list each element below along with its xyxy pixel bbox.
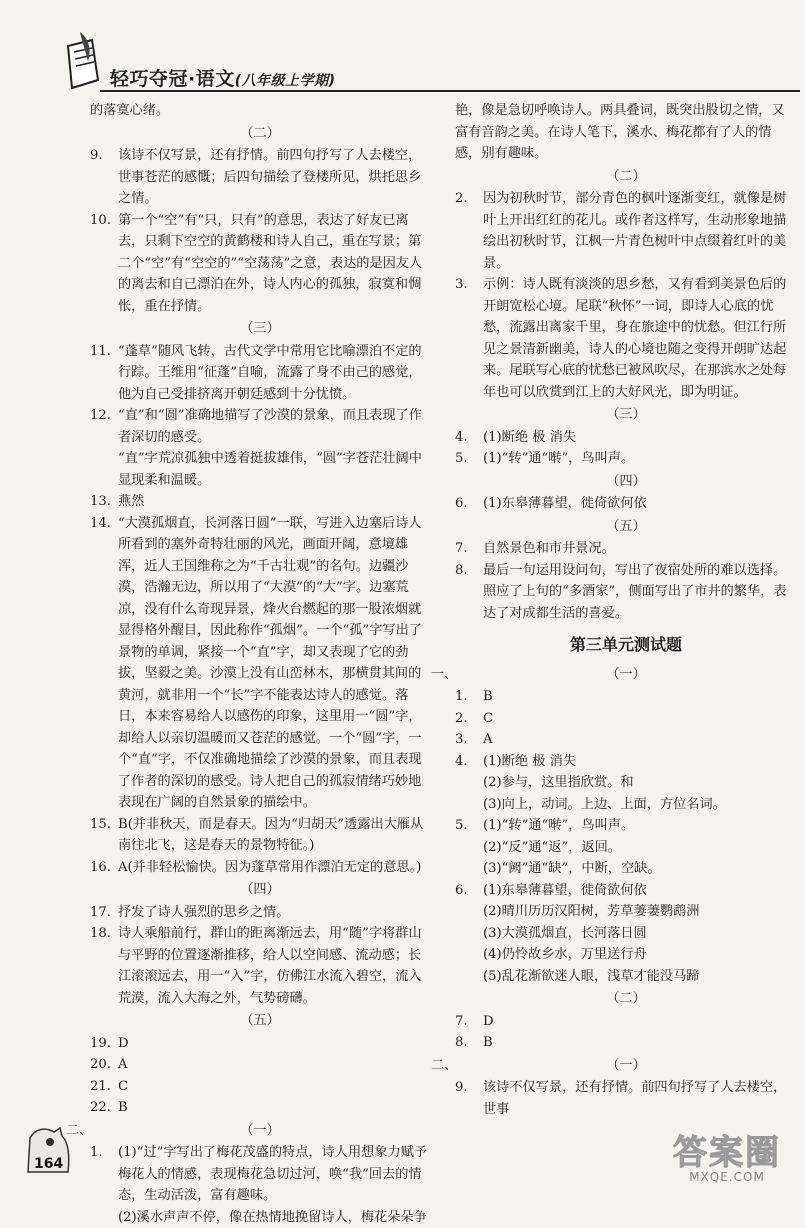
answer-item (90, 1054, 430, 1076)
continued-text: 艳，像是急切呼唤诗人。两具叠词，既突出股切之情，又富有音韵之美。在诗人笔下，溪水、梅花都有了人的情感，别有趣味。 (455, 100, 797, 165)
answer-text: 抒发了诗人强烈的思乡之情。 (118, 905, 289, 920)
answer-number: 20. (90, 1054, 111, 1076)
answer-number: 8. (455, 560, 468, 582)
answer-item (455, 1032, 797, 1054)
answer-text: 因为初秋时节，部分青色的枫叶逐渐变红，就像是树叶上开出红红的花儿。或作者这样写，生动形象地描绘出初秋时节，江枫一片青色树叶中点缀着红叶的美景。 (483, 191, 786, 271)
watermark-main: 答案圈 (652, 1125, 802, 1174)
section-heading: （三） (90, 318, 430, 340)
answer-item (455, 188, 797, 274)
answer-number: 13. (90, 491, 111, 513)
answer-line: (2)参与，这里指欣赏。和 (455, 772, 797, 794)
part-heading (90, 1120, 430, 1142)
answer-item (455, 686, 797, 708)
watermark-url: MXQE.COM (652, 1170, 802, 1184)
answer-item (455, 1011, 797, 1033)
left-column (90, 100, 430, 1228)
answer-item (90, 1142, 430, 1207)
part-label: 二、 (66, 1120, 92, 1142)
answer-number: 11. (90, 341, 111, 363)
answer-text: A(并非轻松愉快。因为蓬草常用作漂泊无定的意思。) (118, 860, 421, 875)
answer-number: 15. (90, 814, 111, 836)
answer-text: “直”和“圆”准确地描写了沙漠的景象，而且表现了作者深切的感受。 (118, 408, 422, 445)
answer-item (455, 1077, 797, 1120)
answer-item (90, 491, 430, 513)
section-heading: （三） (455, 404, 797, 426)
section-heading: （四） (90, 879, 430, 901)
answer-text: 燕然 (118, 494, 144, 509)
answer-number: 10. (90, 210, 111, 232)
watermark-logo (652, 1125, 802, 1197)
answer-number: 2. (455, 188, 468, 210)
brand-title: 轻巧夺冠·语文(八年级上学期) (110, 64, 336, 91)
answer-item (90, 1097, 430, 1119)
answer-text: 第一个“空”有“只，只有”的意思，表达了好友已离去，只剩下空空的黄鹤楼和诗人自己，重在写景；第二个“空”有“空空的”“空荡荡”之意，表达的是因友人的离去和自己漂泊在外，诗人内心的孤独，寂寞和惆怅，重在抒情。 (118, 213, 422, 314)
answer-item (455, 751, 797, 773)
part-label: 一、 (431, 664, 457, 686)
answer-number: 18. (90, 923, 111, 945)
answer-text: (1)断绝 极 消失 (483, 754, 576, 769)
answer-choice: B (483, 1035, 493, 1050)
answer-number: 17. (90, 902, 111, 924)
answer-text: (1)“转”通“啭”，鸟叫声。 (483, 451, 634, 466)
answer-number: 4. (455, 751, 468, 773)
answer-line: (3)“阙”通“缺”，中断，空缺。 (455, 858, 797, 880)
answer-continuation: “直”字荒凉孤独中透着挺拔雄伟，“圆”字苍茫壮阔中显现柔和温暖。 (90, 448, 430, 491)
answer-item (90, 513, 430, 814)
answer-item (455, 493, 797, 515)
part-label: 二、 (431, 1055, 457, 1077)
answer-item (90, 341, 430, 406)
answer-line: (2)晴川历历汉阳树，芳草萋萋鹦鹉洲 (455, 901, 797, 923)
answer-choice: B (483, 689, 493, 704)
answer-text: 示例：诗人既有淡淡的思乡愁，又有看到美景色后的开朗宽松心境。尾联“秋怀”一词，即诗人心底的忧愁，流露出离家千里，身在旅途中的忧愁。但江行所见之景清新幽美，诗人的心境也随之变得开朗旷达起来。尾联写心底的忧愁已被风吹尽，在那滨水之处每年也可以欣赏到江上的大好风光，即为明证。 (483, 277, 786, 400)
book-quill-icon (58, 28, 118, 92)
answer-item (455, 815, 797, 837)
answer-item (90, 405, 430, 448)
intro-text: 的落寞心绪。 (90, 100, 430, 122)
answer-item (90, 814, 430, 857)
answer-item (90, 923, 430, 1009)
answer-number: 5. (455, 815, 468, 837)
answer-text: “大漠孤烟直，长河落日圆”一联，写进入边塞后诗人所看到的塞外奇特壮丽的风光，画面开阔，意境雄浑，近人王国维称之为“千古壮观”的名句。边疆沙漠，浩瀚无边，所以用了“大漠”的“大”字。边塞荒凉，没有什么奇现异景，烽火台燃起的那一股浓烟就显得格外醒目，因此称作“孤烟”。一个“孤”字写出了景物的单调，紧接一个“直”字，却又表现了它的劲拔，坚毅之美。沙漠上没有山峦林木，那横贯其间的黄河，就非用一个“长”字不能表达诗人的感觉。落日，本来容易给人以感伤的印象，这里用一“圆”字，却给人以亲切温暖而又苍茫的感觉。一个“圆”字，一个“直”字，不仅准确地描绘了沙漠的景象，而且表现了作者的深切的感受。诗人把自己的孤寂情绪巧妙地表现在广阔的自然景象的描绘中。 (118, 516, 422, 811)
answer-item (90, 1033, 430, 1055)
answer-text: 该诗不仅写景，还有抒情。前四句抒写了人去楼空，世事 (483, 1080, 786, 1117)
answer-number: 7. (455, 538, 468, 560)
answer-item (455, 560, 797, 625)
answer-item (455, 448, 797, 470)
section-heading: （五） (455, 516, 797, 538)
answer-number: 6. (455, 880, 468, 902)
page-header (58, 28, 798, 92)
answer-item (455, 708, 797, 730)
part-heading (455, 1055, 797, 1077)
answer-item (455, 538, 797, 560)
section-heading: （二） (455, 166, 797, 188)
section-heading: （五） (90, 1010, 430, 1032)
page-number: 164 (34, 1156, 63, 1172)
answer-text: (1)东皋薄暮望，徙倚欲何依 (483, 883, 647, 898)
answer-text: (1)东皋薄暮望，徙倚欲何依 (483, 496, 647, 511)
answer-number: 4. (455, 427, 468, 449)
answer-text: (1)断绝 极 消失 (483, 430, 576, 445)
answer-number: 1. (455, 686, 468, 708)
answer-choice: D (118, 1036, 129, 1051)
answer-number: 3. (455, 729, 468, 751)
brand-subtitle: (八年级上学期) (235, 73, 336, 89)
answer-text: (1)“转”通“啭”，鸟叫声。 (483, 818, 634, 833)
answer-text: “蓬草”随风飞转，古代文学中常用它比喻漂泊不定的行踪。王维用“征蓬”自喻，流露了身不由己的感觉，他为自己受排挤离开朝廷感到十分忧愤。 (118, 344, 422, 402)
answer-text: 该诗不仅写景，还有抒情。前四句抒写了人去楼空，世事苍茫的感慨；后四句描绘了登楼所见，烘托思乡之情。 (118, 148, 421, 206)
answer-number: 3. (455, 274, 468, 296)
answer-item (90, 1076, 430, 1098)
answer-number: 8. (455, 1032, 468, 1054)
answer-number: 16. (90, 857, 111, 879)
answer-item (455, 880, 797, 902)
answer-item (90, 210, 430, 318)
answer-number: 22. (90, 1097, 111, 1119)
answer-choice: C (118, 1079, 128, 1094)
part-heading (455, 664, 797, 686)
answer-item (455, 274, 797, 403)
answer-number: 12. (90, 405, 111, 427)
answer-item (455, 729, 797, 751)
answer-choice: A (118, 1057, 128, 1072)
answer-number: 7. (455, 1011, 468, 1033)
answer-number: 6. (455, 493, 468, 515)
answer-number: 19. (90, 1033, 111, 1055)
answer-item (90, 145, 430, 210)
answer-text: B(并非秋天，而是春天。因为“归胡天”透露出大雁从南往北飞，这是春天的景物特征。) (118, 817, 423, 854)
answer-line: (3)大漠孤烟直，长河落日圆 (455, 923, 797, 945)
answer-number: 9. (90, 145, 103, 167)
answer-line: (3)向上，动词。上边、上面，方位名词。 (455, 794, 797, 816)
section-heading: （一） (240, 1123, 280, 1138)
answer-item (455, 427, 797, 449)
answer-line: (5)乱花渐欲迷人眼，浅草才能没马蹄 (455, 966, 797, 988)
page-number-badge (20, 1118, 80, 1178)
answer-line: (4)仍怜故乡水，万里送行舟 (455, 944, 797, 966)
answer-line: (2)“反”通“返”，返回。 (455, 837, 797, 859)
answer-number: 14. (90, 513, 111, 535)
answer-number: 5. (455, 448, 468, 470)
answer-text: (1)“过”字写出了梅花茂盛的特点，诗人用想象力赋予梅花人的情感，表现梅花急切过河，唤“我”回去的情态，生动活泼，富有趣味。 (118, 1145, 427, 1203)
section-heading: （二） (455, 988, 797, 1010)
answer-choice: D (483, 1014, 494, 1029)
answer-number: 21. (90, 1076, 111, 1098)
section-heading: （四） (455, 471, 797, 493)
answer-text: 诗人乘船前行，群山的距离渐远去，用“随”字将群山与平野的位置逐渐推移，给人以空间感、流动感；长江滚滚远去，用一“入”字，仿佛江水流入碧空，流入荒漠，流入大海之外，气势磅礴。 (118, 926, 422, 1006)
answer-text: 最后一句运用设问句，写出了夜宿处所的难以选择。照应了上句的“多酒家”，侧面写出了市井的繁华，表达了对成都生活的喜爱。 (483, 563, 787, 621)
answer-item (90, 902, 430, 924)
answer-number: 2. (455, 708, 468, 730)
answer-choice: C (483, 711, 493, 726)
answer-number: 9. (455, 1077, 468, 1099)
answer-number: 1. (90, 1142, 103, 1164)
header-rule (100, 90, 800, 92)
section-heading: （二） (90, 123, 430, 145)
section-heading: （一） (606, 1058, 646, 1073)
answer-choice: B (118, 1100, 128, 1115)
answer-item (90, 857, 430, 879)
answer-continuation: (2)溪水声声不停，像在热情地挽留诗人，梅花朵朵争 (90, 1207, 430, 1228)
answer-choice: A (483, 732, 493, 747)
section-heading: （一） (606, 667, 646, 682)
right-column (455, 100, 797, 1120)
unit-title: 第三单元测试题 (455, 634, 797, 656)
answer-text: 自然景色和市井景况。 (483, 541, 615, 556)
